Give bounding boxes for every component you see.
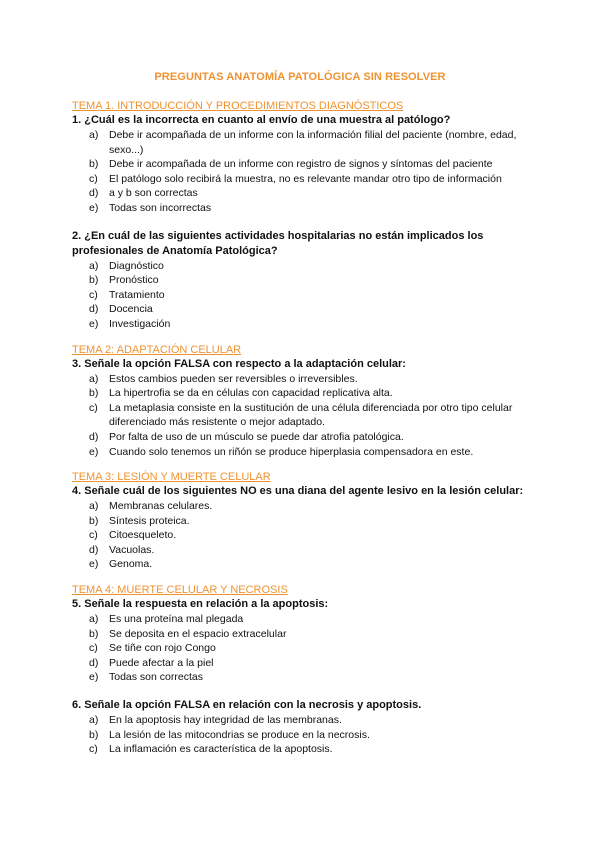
option-letter: b) — [89, 274, 99, 287]
option-letter: a) — [89, 714, 99, 727]
answer-option — [72, 445, 542, 460]
answer-options — [72, 259, 542, 332]
answer-option — [72, 728, 542, 743]
option-text: El patólogo solo recibirá la muestra, no es relevante mandar otro tipo de información — [109, 172, 502, 185]
option-text: La inflamación es característica de la apoptosis. — [109, 743, 333, 756]
answer-options — [72, 128, 542, 216]
option-letter: e) — [89, 558, 99, 571]
option-letter: c) — [89, 642, 98, 655]
answer-option — [72, 543, 542, 558]
answer-option — [72, 259, 542, 274]
option-text: Cuando solo tenemos un riñón se produce hiperplasia compensadora en este. — [109, 445, 474, 458]
question-block — [72, 484, 542, 572]
answer-option — [72, 713, 542, 728]
answer-option — [72, 302, 542, 317]
option-letter: c) — [89, 401, 98, 414]
answer-option — [72, 670, 542, 685]
option-letter: a) — [89, 129, 99, 141]
section-heading: TEMA 1. INTRODUCCIÓN Y PROCEDIMIENTOS DIAGNÓSTICOS — [72, 100, 404, 112]
answer-option — [72, 514, 542, 529]
option-letter: c) — [89, 288, 98, 301]
answer-options — [72, 713, 542, 757]
section-heading: TEMA 2: ADAPTACIÓN CELULAR — [72, 343, 242, 356]
question-text: 4. Señale cuál de los siguientes NO es una diana del agente lesivo en la lesión celular: — [72, 485, 524, 498]
option-text: La hipertrofia se da en células con capacidad replicativa alta. — [109, 387, 393, 400]
option-text: Debe ir acompañada de un informe con registro de signos y síntomas del paciente — [109, 158, 493, 171]
option-text: Es una proteína mal plegada — [109, 613, 244, 626]
option-text: Genoma. — [109, 558, 153, 571]
option-text: Por falta de uso de un músculo se puede dar atrofia patológica. — [109, 430, 404, 443]
option-letter: b) — [89, 514, 99, 527]
answer-option — [72, 288, 542, 303]
option-letter: a) — [89, 613, 99, 626]
answer-option — [72, 401, 542, 430]
answer-option — [72, 742, 542, 757]
option-letter: a) — [89, 372, 99, 385]
option-letter: b) — [89, 627, 99, 640]
answer-option — [72, 172, 542, 187]
answer-option — [72, 528, 542, 543]
question-text: 5. Señale la respuesta en relación a la apoptosis: — [72, 598, 329, 611]
answer-options — [72, 372, 542, 460]
document-content — [72, 99, 542, 757]
question-text: 3. Señale la opción FALSA con respecto a la adaptación celular: — [72, 357, 406, 370]
question-block — [72, 698, 542, 757]
answer-options — [72, 499, 542, 572]
option-letter: c) — [89, 172, 98, 185]
option-text: Docencia — [109, 303, 153, 316]
option-text: a y b son correctas — [109, 187, 198, 200]
option-text: Membranas celulares. — [109, 500, 213, 513]
option-letter: b) — [89, 728, 99, 741]
option-text: Todas son correctas — [109, 671, 203, 684]
answer-option — [72, 372, 542, 387]
document-title: PREGUNTAS ANATOMÍA PATOLÓGICA SIN RESOLVER — [154, 71, 446, 83]
answer-option — [72, 273, 542, 288]
option-text: Pronóstico — [109, 274, 159, 287]
option-letter: b) — [89, 158, 99, 171]
answer-option — [72, 557, 542, 572]
option-letter: c) — [89, 743, 98, 756]
answer-option — [72, 627, 542, 642]
option-letter: a) — [89, 500, 99, 513]
option-letter: d) — [89, 303, 99, 316]
option-text: La lesión de las mitocondrias se produce en la necrosis. — [109, 728, 370, 741]
option-text: En la apoptosis hay integridad de las membranas. — [109, 714, 342, 727]
answer-option — [72, 430, 542, 445]
option-text: Debe ir acompañada de un informe con la información filial del paciente (nombre, edad, sexo...) — [109, 129, 517, 156]
answer-option — [72, 157, 542, 172]
question-text: 2. ¿En cuál de las siguientes actividades hospitalarias no están implicados los profesionales de Anatomía Patológica? — [72, 229, 484, 257]
answer-option — [72, 201, 542, 216]
question-text: 1. ¿Cuál es la incorrecta en cuanto al envío de una muestra al patólogo? — [72, 114, 451, 126]
section-heading: TEMA 3: LESIÓN Y MUERTE CELULAR — [72, 471, 271, 484]
option-letter: e) — [89, 445, 99, 458]
option-letter: e) — [89, 317, 99, 330]
option-letter: b) — [89, 387, 99, 400]
question-spacer — [72, 685, 542, 698]
option-text: Investigación — [109, 317, 171, 330]
answer-option — [72, 128, 542, 157]
question-spacer — [72, 216, 542, 229]
section-spacer — [72, 332, 542, 343]
section-spacer — [72, 459, 542, 470]
option-letter: c) — [89, 529, 98, 542]
answer-option — [72, 317, 542, 332]
question-block — [72, 357, 542, 460]
option-text: Síntesis proteica. — [109, 514, 190, 527]
option-text: Tratamiento — [109, 288, 165, 301]
answer-option — [72, 641, 542, 656]
option-text: Se tiñe con rojo Congo — [109, 642, 216, 655]
answer-option — [72, 656, 542, 671]
section-heading: TEMA 4: MUERTE CELULAR Y NECROSIS — [72, 584, 288, 597]
option-letter: a) — [89, 259, 99, 272]
question-block — [72, 229, 542, 332]
option-letter: d) — [89, 543, 99, 556]
answer-options — [72, 612, 542, 685]
option-text: Vacuolas. — [109, 543, 155, 556]
section-spacer — [72, 572, 542, 583]
option-text: La metaplasia consiste en la sustitución de una célula diferenciada por otro tipo celular diferenciado más resistente o mejor adaptado. — [109, 401, 513, 429]
option-text: Citoesqueleto. — [109, 529, 177, 542]
answer-option — [72, 186, 542, 201]
option-text: Puede afectar a la piel — [109, 656, 214, 669]
question-text: 6. Señale la opción FALSA en relación con la necrosis y apoptosis. — [72, 699, 422, 712]
question-block — [72, 597, 542, 685]
option-text: Diagnóstico — [109, 259, 164, 272]
option-letter: e) — [89, 201, 99, 214]
option-letter: e) — [89, 671, 99, 684]
option-letter: d) — [89, 656, 99, 669]
answer-option — [72, 499, 542, 514]
question-block — [72, 113, 542, 216]
answer-option — [72, 612, 542, 627]
answer-option — [72, 386, 542, 401]
option-letter: d) — [89, 187, 99, 200]
option-text: Se deposita en el espacio extracelular — [109, 627, 287, 640]
option-text: Estos cambios pueden ser reversibles o irreversibles. — [109, 372, 358, 385]
option-letter: d) — [89, 430, 99, 443]
option-text: Todas son incorrectas — [109, 201, 212, 214]
